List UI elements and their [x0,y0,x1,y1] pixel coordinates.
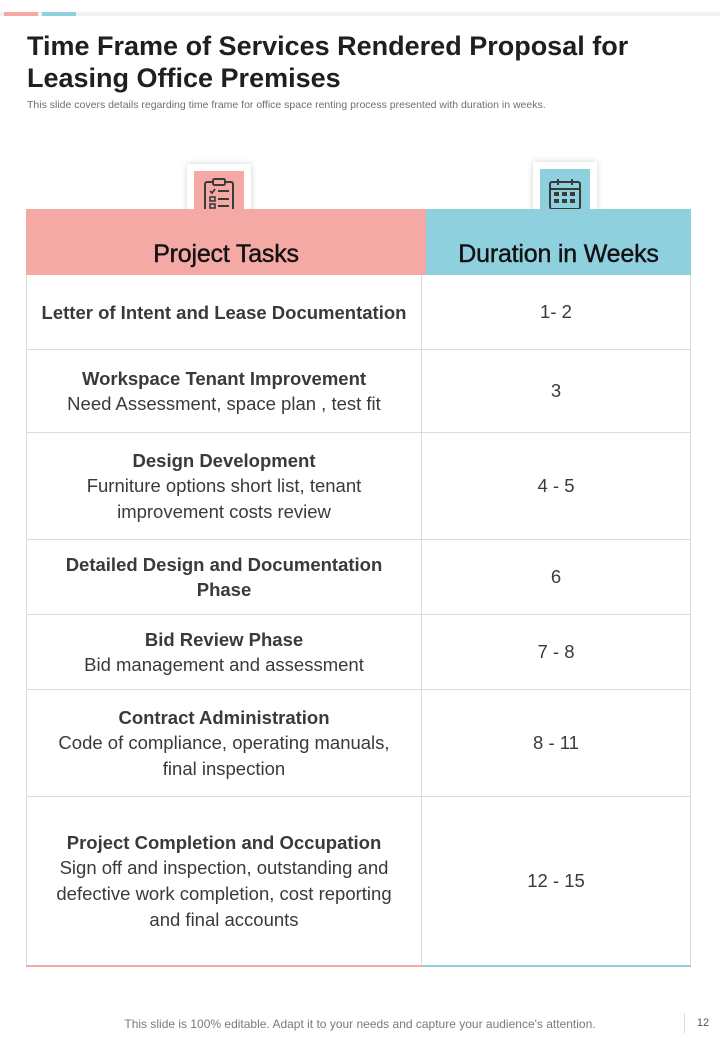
table-bottom-accent [26,965,691,967]
task-description: Bid management and assessment [84,653,364,675]
duration-cell: 12 - 15 [422,797,691,965]
task-description: Code of compliance, operating manuals, final inspection [58,731,390,779]
task-cell [26,275,422,349]
task-description: Furniture options short list, tenant improvement costs review [86,474,362,522]
column-header-tasks: Project Tasks [26,209,426,275]
task-title: Letter of Intent and Lease Documentation [41,301,407,323]
task-title: Workspace Tenant Improvement [81,367,367,389]
task-title: Detailed Design and Documentation Phase [65,554,383,600]
task-description: Sign off and inspection, outstanding and defective work completion, cost reporting and final accounts [56,856,392,930]
task-title: Bid Review Phase [144,628,304,650]
duration-cell: 6 [422,540,691,614]
duration-cell: 7 - 8 [422,615,691,689]
table-row [26,275,691,350]
top-accent-pink [4,12,38,16]
task-cell [26,690,422,796]
duration-cell: 3 [422,350,691,432]
top-accent-blue [42,12,76,16]
table-row [26,797,691,965]
page-title: Time Frame of Services Rendered Proposal for Leasing Office Premises [27,31,629,93]
task-cell [26,615,422,689]
timeframe-table [26,209,691,967]
duration-cell: 1- 2 [422,275,691,349]
column-header-duration: Duration in Weeks [426,209,691,275]
table-header-row [26,209,691,275]
table-row [26,433,691,540]
top-accent-bar [0,12,720,16]
task-title: Project Completion and Occupation [66,831,382,853]
footer-note: This slide is 100% editable. Adapt it to your needs and capture your audience's attention. [124,1017,596,1031]
table-row [26,350,691,433]
duration-cell: 8 - 11 [422,690,691,796]
task-cell [26,797,422,965]
bottom-accent-blue [422,965,691,967]
task-title: Contract Administration [118,706,330,728]
page-number: 12 [684,1013,720,1033]
table-row [26,690,691,797]
table-row [26,540,691,615]
page-subtitle: This slide covers details regarding time frame for office space renting process presented with duration in weeks. [27,99,546,111]
table-row [26,615,691,690]
task-description: Need Assessment, space plan , test fit [67,392,381,414]
task-title: Design Development [132,449,316,471]
task-cell [26,433,422,539]
calendar-icon [547,176,583,212]
task-cell [26,350,422,432]
task-cell [26,540,422,614]
bottom-accent-pink [26,965,422,967]
duration-cell: 4 - 5 [422,433,691,539]
